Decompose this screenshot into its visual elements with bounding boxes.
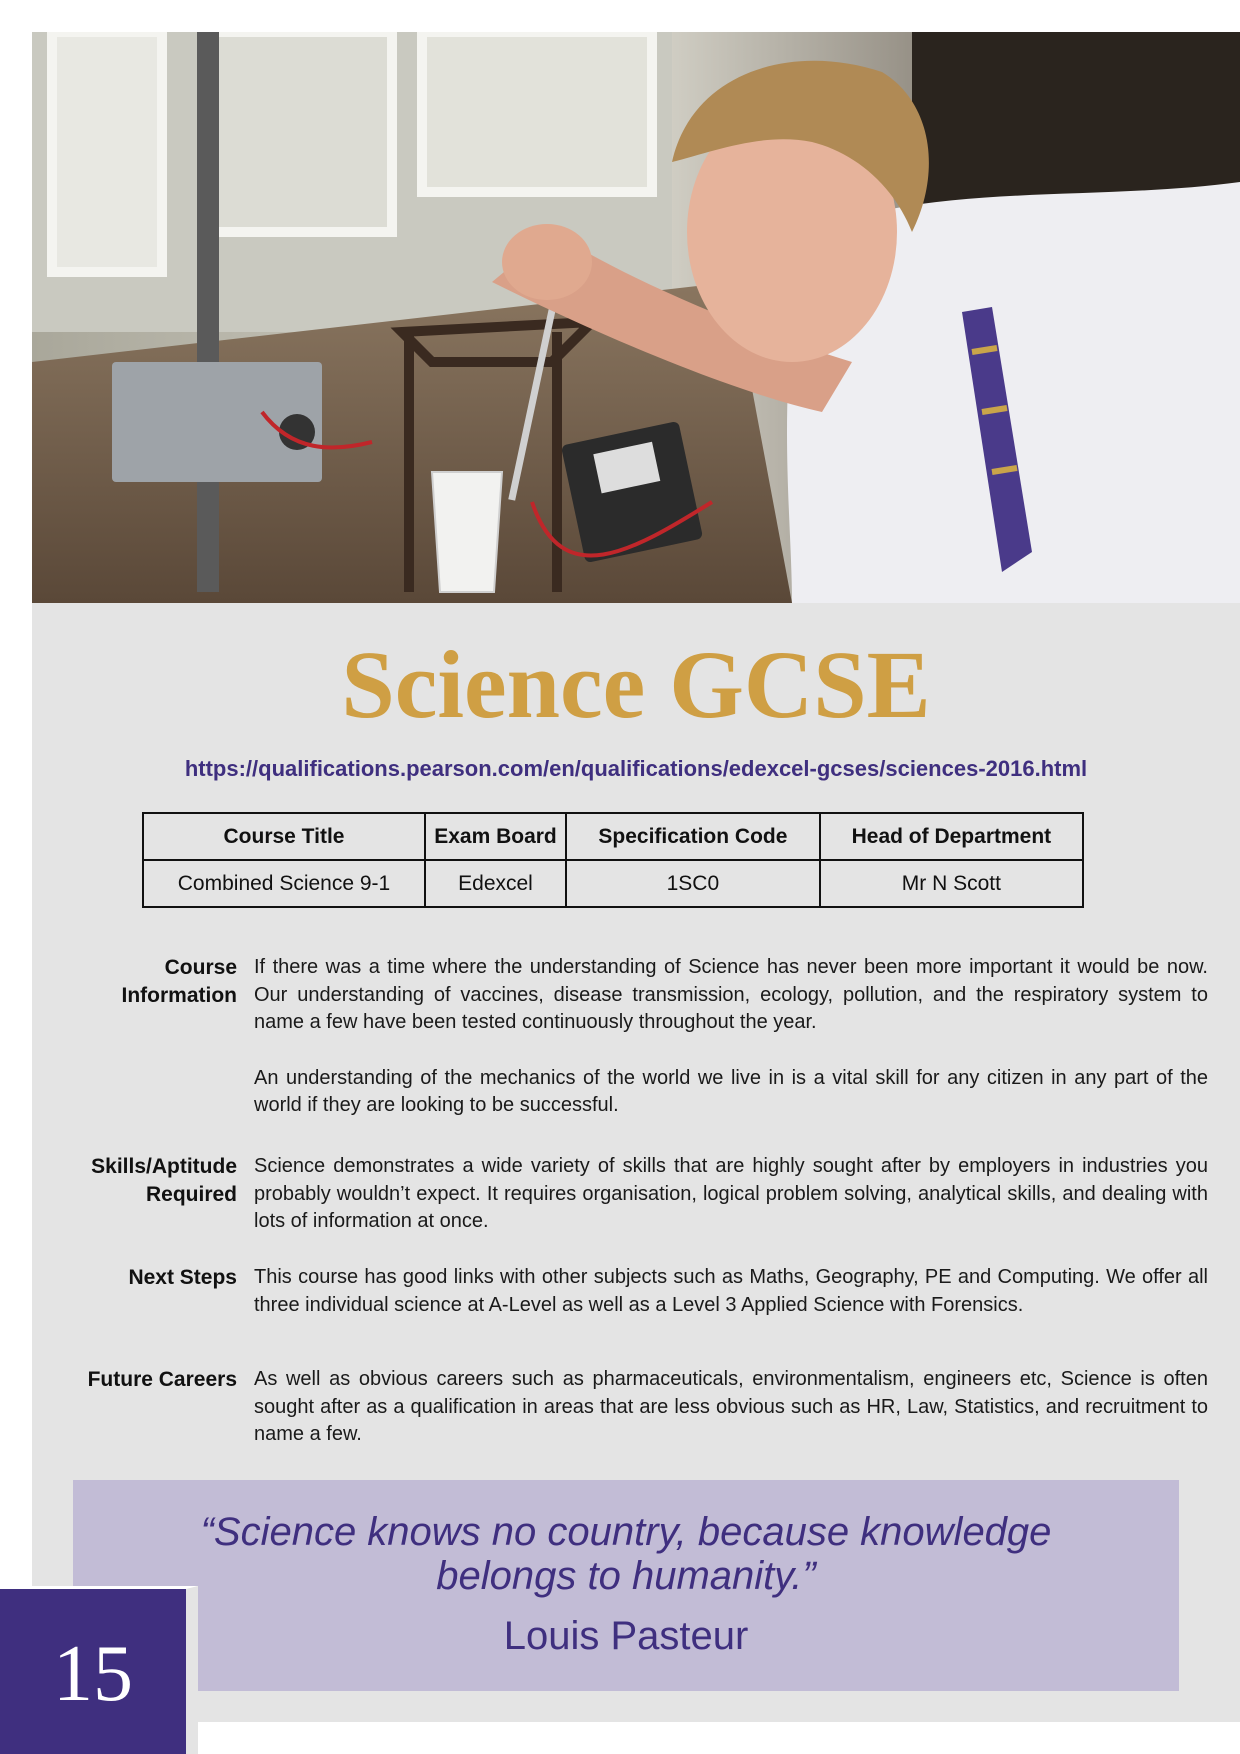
course-url-link[interactable]: https://qualifications.pearson.com/en/qualifications/edexcel-gcses/sciences-2016.html [184,756,1088,781]
hero-photo [32,32,1240,603]
paragraph: Science demonstrates a wide variety of skills that are highly sought after by employers in industries you probably wouldn’t expect. It requires organisation, logical problem solving, analytical skills, and dealing with lots of information at once. [254,1155,1208,1232]
page-number: 15 [53,1630,133,1718]
quote-box [73,1480,1179,1691]
cell-head-of-department: Mr N Scott [820,860,1083,907]
course-info-table [142,812,1084,908]
lab-student-illustration [32,32,1240,603]
section-body [254,1264,1208,1347]
table-header-row [143,813,1083,860]
paragraph: As well as obvious careers such as pharmaceuticals, environmentalism, engineers etc, Science is often sought after as a qualification in areas that are less obvious such as HR, Law, Statistics, and recruitment to name a few. [254,1368,1208,1445]
paragraph: An understanding of the mechanics of the world we live in is a vital skill for any citizen in any part of the world if they are looking to be successful. [254,1066,1208,1116]
label-line: Skills/Aptitude [91,1155,237,1178]
page-title: Science GCSE [341,631,931,738]
paragraph: If there was a time where the understanding of Science has never been more important it would be now. Our understanding of vaccines, disease transmission, ecology, pollution, and the respiratory system to name a few have been tested continuously throughout the year. [254,956,1208,1033]
label-line: Course [164,956,237,979]
quote-line: “Science knows no country, because knowledge [200,1510,1052,1554]
paragraph: This course has good links with other subjects such as Maths, Geography, PE and Computing. We offer all three individual science at A-Level as well as a Level 3 Applied Science with Forensics. [254,1266,1208,1316]
header-specification-code: Specification Code [566,813,820,860]
section-label: Next Steps [128,1266,237,1289]
section-body [254,954,1208,1148]
section-label [32,1153,237,1209]
table-row [143,860,1083,907]
quote-author: Louis Pasteur [503,1614,749,1658]
header-head-of-department: Head of Department [820,813,1083,860]
page-number-badge [0,1586,198,1754]
cell-exam-board: Edexcel [425,860,566,907]
quote-text [73,1510,1179,1598]
header-course-title: Course Title [143,813,425,860]
label-line: Information [121,984,237,1007]
section-label: Future Careers [87,1368,237,1391]
section-body [254,1366,1208,1477]
cell-course-title: Combined Science 9-1 [143,860,425,907]
cell-specification-code: 1SC0 [566,860,820,907]
section-body [254,1153,1208,1264]
label-line: Required [145,1183,237,1206]
section-label [32,954,237,1010]
quote-line: belongs to humanity.” [436,1554,816,1598]
header-exam-board: Exam Board [425,813,566,860]
